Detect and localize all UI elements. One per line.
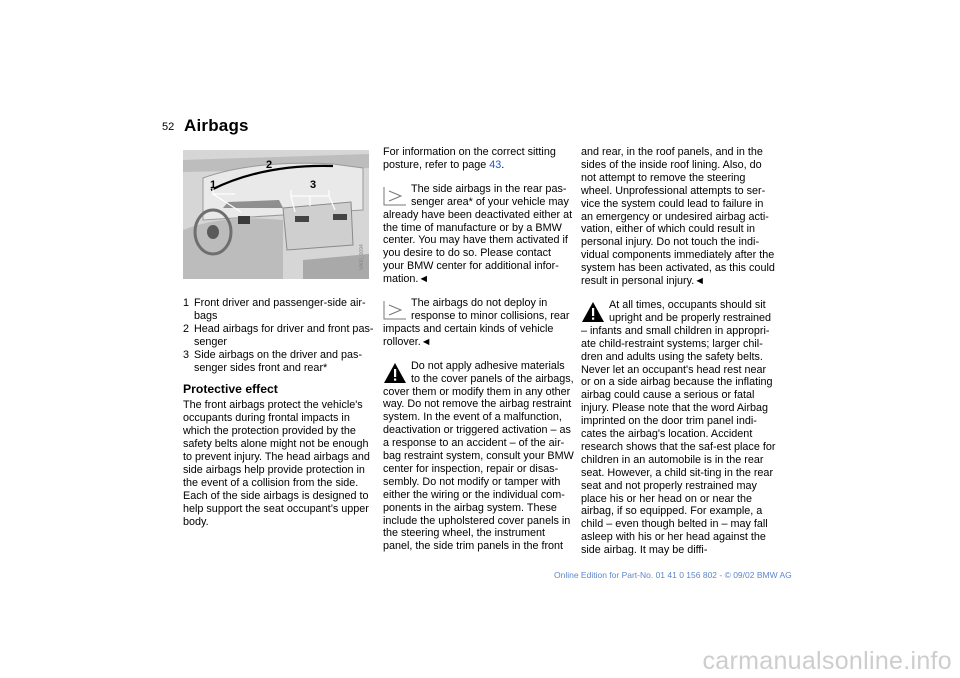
continuation-text: and rear, in the roof panels, and in the sides of the inside roof lining. Also, do not attempt to remove the steering wheel. Unprofessional attempts to ser-vice the system could lead to failure in an emergency or undesired airbag acti-vation, either of which could result in personal injury. Do not touch the indi-vidual components immediately after the system has been activated, as this could result in personal injury.◄ — [581, 146, 775, 288]
section-heading: Protective effect — [183, 382, 278, 397]
intro-text: For information on the correct sitting posture, refer to page — [383, 146, 556, 171]
column-left — [183, 297, 378, 529]
legend-item-3 — [183, 349, 378, 375]
airbag-illustration — [183, 150, 369, 279]
watermark-bar — [0, 648, 960, 678]
warning-icon — [581, 300, 605, 324]
legend-text: Head airbags for driver and front pas-senger — [194, 322, 374, 348]
legend-number: 2 — [183, 322, 190, 335]
watermark-text[interactable]: carmanualsonline.info — [702, 647, 952, 675]
figure-code: VA00_0094 — [359, 244, 365, 270]
legend-number: 1 — [183, 297, 190, 309]
column-right — [581, 146, 777, 557]
page-number: 52 — [162, 121, 175, 133]
footer-edition: Online Edition for Part-No. 01 41 0 156 802 - © 09/02 BMW AG — [554, 570, 792, 580]
figure-callout-2: 2 — [266, 159, 273, 171]
note-text: The airbags do not deploy in response to minor collisions, rear impacts and certain kinds of vehicle rollover.◄ — [383, 297, 570, 348]
legend-text: Front driver and passenger-side air-bags — [194, 297, 366, 322]
figure-callout-3: 3 — [310, 179, 317, 191]
note-icon — [383, 298, 407, 322]
legend-text: Side airbags on the driver and pas-senger sides front and rear* — [194, 348, 363, 374]
warning-text: At all times, occupants should sit upright and be properly restrained – infants and small children in appropri-ate child-restraint systems; larger chil-dren and adults using the safety belts. Never let an occupant's head rest near or on a side airbag because the inflating airbag could cause a serious or fatal injury. Please note that the word Airbag imprinted on the door trim panel indi-cates the airbag's location. Accident research shows that the saf-est place for children in an automobile is in the rear seat. However, a child sit-ting in the rear seat and not properly restrained may place his or her head on or near the airbag, if so equipped. For example, a child – even though belted in – may fall asleep with his or her head against the side airbag. It may be diffi- — [581, 298, 776, 557]
note-text: The side airbags in the rear pas-senger area* of your vehicle may already have been deactivated either at the time of manufacture or by a BMW center. You may have them activated if you desire to do so. Please contact your BMW center for additional infor-mation.◄ — [383, 182, 573, 286]
figure-callout-1: 1 — [210, 179, 217, 191]
warning-adhesive — [383, 360, 575, 554]
note-icon — [383, 184, 407, 208]
intro-end: . — [501, 158, 505, 171]
warning-text: Do not apply adhesive materials to the cover panels of the airbags, cover them or modify them in any other way. Do not remove the airbag restraint system. In the event of a malfunction, deactivation or triggered activation – as a response to an accident – of the air-bag restraint system, consult your BMW center for inspection, repair or disas-sembly. Do not modify or tamper with either the wiring or the individual com-ponents in the airbag system. These include the upholstered cover panels in the steering wheel, the instrument panel, the side trim panels in the front — [383, 359, 574, 553]
legend-item-1 — [183, 297, 378, 323]
legend-item-2 — [183, 323, 378, 349]
warning-icon — [383, 361, 407, 385]
note-rear-side-airbags — [383, 183, 575, 286]
legend-number: 3 — [183, 348, 190, 361]
page-link[interactable]: 43 — [489, 158, 502, 171]
protective-body: The front airbags protect the vehicle's occupants during frontal impacts in which the protection provided by the safety belts alone might not be enough to prevent injury. The head airbags and side airbags help provide protection in the event of a collision from the side. Each of the side airbags is designed to help support the seat occupant’s upper body. — [183, 399, 370, 528]
warning-occupant-position — [581, 299, 777, 557]
column-middle — [383, 146, 575, 553]
note-airbag-deploy — [383, 297, 575, 349]
intro-paragraph — [383, 146, 575, 172]
page-title: Airbags — [184, 116, 249, 135]
car-interior-drawing — [183, 150, 369, 279]
